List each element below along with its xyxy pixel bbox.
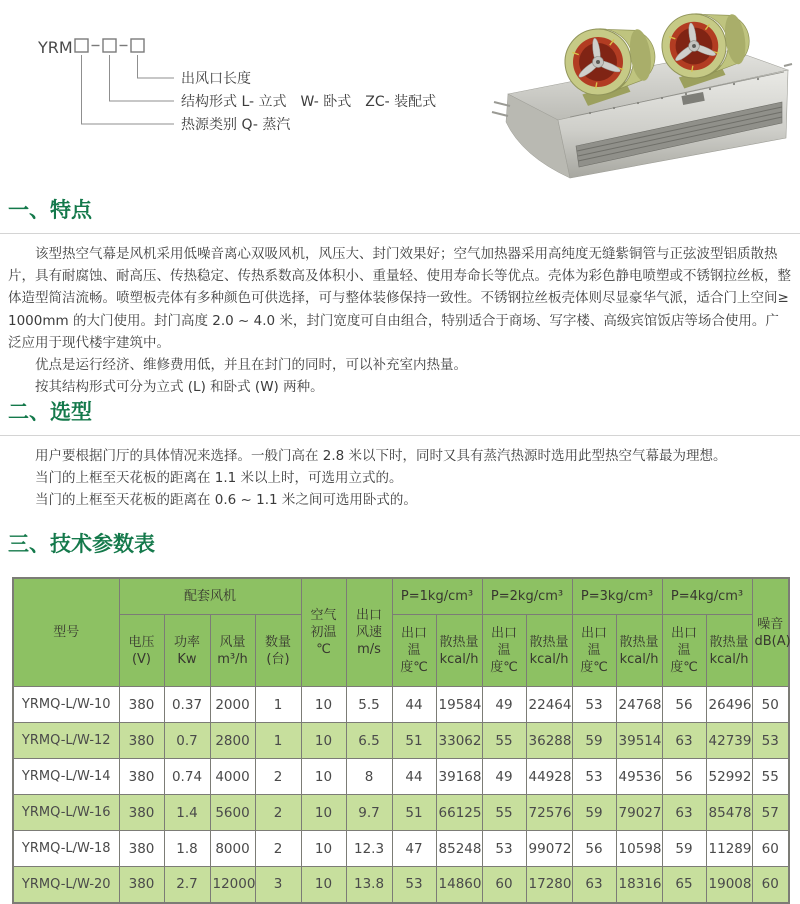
value-cell: 99072 [526, 831, 572, 867]
model-cell: YRMQ-L/W-14 [13, 759, 119, 795]
value-cell: 5.5 [346, 687, 392, 723]
value-cell: 10 [301, 795, 346, 831]
value-cell: 60 [482, 867, 526, 903]
value-cell: 24768 [616, 687, 662, 723]
value-cell: 380 [119, 795, 164, 831]
header-voltage: 电压 (V) [119, 615, 164, 687]
product-photo [486, 6, 794, 184]
value-cell: 2000 [210, 687, 255, 723]
value-cell: 55 [482, 723, 526, 759]
value-cell: 65 [662, 867, 706, 903]
value-cell: 53 [572, 687, 616, 723]
header-power: 功率 Kw [164, 615, 210, 687]
table-row [13, 867, 789, 903]
header-fan-group: 配套风机 [119, 578, 301, 615]
value-cell: 19584 [436, 687, 482, 723]
header-model: 型号 [13, 578, 119, 687]
value-cell: 56 [662, 687, 706, 723]
value-cell: 50 [752, 687, 789, 723]
header-noise: 噪音 dB(A) [752, 578, 789, 687]
value-cell: 1 [255, 687, 301, 723]
value-cell: 6.5 [346, 723, 392, 759]
value-cell: 53 [482, 831, 526, 867]
header-pressure-3: P=3kg/cm³ [572, 578, 662, 615]
value-cell: 13.8 [346, 867, 392, 903]
features-title: 一、特点 [0, 194, 800, 234]
value-cell: 53 [752, 723, 789, 759]
model-cell: YRMQ-L/W-16 [13, 795, 119, 831]
value-cell: 26496 [706, 687, 752, 723]
value-cell: 42739 [706, 723, 752, 759]
value-cell: 49 [482, 759, 526, 795]
value-cell: 33062 [436, 723, 482, 759]
value-cell: 1.8 [164, 831, 210, 867]
header-quantity: 数量 (台) [255, 615, 301, 687]
value-cell: 56 [572, 831, 616, 867]
value-cell: 380 [119, 687, 164, 723]
section-features [0, 194, 800, 398]
model-label-heat-source: 热源类别 Q- 蒸汽 [181, 117, 291, 133]
selection-paragraph: 当门的上框至天花板的距离在 1.1 米以上时，可选用立式的。 [35, 470, 403, 487]
header-outlet-temp: 出口 温度℃ [572, 615, 616, 687]
value-cell: 2.7 [164, 867, 210, 903]
value-cell: 39168 [436, 759, 482, 795]
header-heat-output: 散热量 kcal/h [436, 615, 482, 687]
value-cell: 63 [662, 795, 706, 831]
value-cell: 18316 [616, 867, 662, 903]
value-cell: 2 [255, 831, 301, 867]
value-cell: 55 [482, 795, 526, 831]
value-cell: 47 [392, 831, 436, 867]
value-cell: 63 [572, 867, 616, 903]
value-cell: 22464 [526, 687, 572, 723]
features-paragraph: 该型热空气幕是风机采用低噪音离心双吸风机，风压大、封门效果好；空气加热器采用高纯度无缝紫铜管与正弦波型铝质散热片，具有耐腐蚀、耐高压、传热稳定、传热系数高及体积小、重量轻、使用寿命长等优点。壳体为彩色静电喷塑或不锈钢拉丝板，整体造型简洁流畅。喷塑板壳体有多种颜色可供选择，可与整体装修保持一致性。不锈钢拉丝板壳体则尽显豪华气派，适合门上空间≥ 1000mm 的大门使用。封门高度 2.0 ~ 4.0 米，封门宽度可自由组合，特别适合于商场、写字楼、高级宾馆饭店等场合使用。广泛应用于现代楼宇建筑中。 [8, 246, 791, 351]
value-cell: 51 [392, 795, 436, 831]
value-cell: 8000 [210, 831, 255, 867]
table-row [13, 723, 789, 759]
value-cell: 55 [752, 759, 789, 795]
value-cell: 52992 [706, 759, 752, 795]
value-cell: 2 [255, 759, 301, 795]
selection-paragraph: 当门的上框至天花板的距离在 0.6 ~ 1.1 米之间可选用卧式的。 [35, 492, 417, 509]
value-cell: 60 [752, 867, 789, 903]
value-cell: 8 [346, 759, 392, 795]
model-prefix: YRM [38, 38, 73, 57]
table-row [13, 795, 789, 831]
header-heat-output: 散热量 kcal/h [616, 615, 662, 687]
value-cell: 44 [392, 687, 436, 723]
value-cell: 380 [119, 723, 164, 759]
model-cell: YRMQ-L/W-18 [13, 831, 119, 867]
value-cell: 59 [572, 723, 616, 759]
value-cell: 380 [119, 759, 164, 795]
value-cell: 12.3 [346, 831, 392, 867]
value-cell: 12000 [210, 867, 255, 903]
value-cell: 10 [301, 867, 346, 903]
table-body [13, 687, 789, 903]
value-cell: 9.7 [346, 795, 392, 831]
value-cell: 63 [662, 723, 706, 759]
model-label-structure-type: 结构形式 L- 立式 W- 卧式 ZC- 装配式 [181, 94, 437, 110]
header-outlet-temp: 出口 温度℃ [662, 615, 706, 687]
table-row [13, 687, 789, 723]
value-cell: 49 [482, 687, 526, 723]
value-cell: 53 [392, 867, 436, 903]
header-airflow: 风量 m³/h [210, 615, 255, 687]
header-pressure-1: P=1kg/cm³ [392, 578, 482, 615]
features-paragraph: 优点是运行经济、维修费用低，并且在封门的同时，可以补充室内热量。 [35, 357, 467, 374]
value-cell: 72576 [526, 795, 572, 831]
value-cell: 39514 [616, 723, 662, 759]
value-cell: 0.74 [164, 759, 210, 795]
value-cell: 66125 [436, 795, 482, 831]
value-cell: 85478 [706, 795, 752, 831]
model-cell: YRMQ-L/W-10 [13, 687, 119, 723]
header-outlet-speed: 出口 风速 m/s [346, 578, 392, 687]
value-cell: 59 [572, 795, 616, 831]
value-cell: 5600 [210, 795, 255, 831]
header-pressure-2: P=2kg/cm³ [482, 578, 572, 615]
value-cell: 44 [392, 759, 436, 795]
header-heat-output: 散热量 kcal/h [706, 615, 752, 687]
value-cell: 56 [662, 759, 706, 795]
value-cell: 57 [752, 795, 789, 831]
value-cell: 19008 [706, 867, 752, 903]
value-cell: 1.4 [164, 795, 210, 831]
model-cell: YRMQ-L/W-20 [13, 867, 119, 903]
header-heat-output: 散热量 kcal/h [526, 615, 572, 687]
value-cell: 60 [752, 831, 789, 867]
specs-title: 三、技术参数表 [8, 532, 155, 556]
features-paragraph: 按其结构形式可分为立式 (L) 和卧式 (W) 两种。 [35, 379, 324, 396]
value-cell: 380 [119, 867, 164, 903]
model-cell: YRMQ-L/W-12 [13, 723, 119, 759]
model-diagram [28, 30, 488, 170]
table-row [13, 759, 789, 795]
value-cell: 53 [572, 759, 616, 795]
value-cell: 10 [301, 831, 346, 867]
value-cell: 49536 [616, 759, 662, 795]
value-cell: 14860 [436, 867, 482, 903]
value-cell: 3 [255, 867, 301, 903]
value-cell: 10 [301, 723, 346, 759]
table-row [13, 831, 789, 867]
value-cell: 11289 [706, 831, 752, 867]
spec-table [12, 577, 790, 904]
value-cell: 0.37 [164, 687, 210, 723]
section-selection [0, 396, 800, 512]
value-cell: 10 [301, 759, 346, 795]
model-code-boxes [75, 39, 144, 52]
value-cell: 4000 [210, 759, 255, 795]
value-cell: 59 [662, 831, 706, 867]
value-cell: 1 [255, 723, 301, 759]
value-cell: 36288 [526, 723, 572, 759]
value-cell: 85248 [436, 831, 482, 867]
model-label-outlet-length: 出风口长度 [181, 71, 251, 87]
model-connector-lines [82, 55, 175, 124]
header-air-temp: 空气 初温 ℃ [301, 578, 346, 687]
selection-paragraph: 用户要根据门厅的具体情况来选择。一般门高在 2.8 米以下时，同时又具有蒸汽热源时选用此型热空气幕最为理想。 [35, 448, 727, 464]
value-cell: 17280 [526, 867, 572, 903]
selection-title: 二、选型 [0, 396, 800, 436]
value-cell: 2800 [210, 723, 255, 759]
value-cell: 79027 [616, 795, 662, 831]
value-cell: 0.7 [164, 723, 210, 759]
value-cell: 10 [301, 687, 346, 723]
section-specs [0, 528, 800, 904]
value-cell: 51 [392, 723, 436, 759]
value-cell: 380 [119, 831, 164, 867]
header-pressure-4: P=4kg/cm³ [662, 578, 752, 615]
value-cell: 10598 [616, 831, 662, 867]
header-outlet-temp: 出口 温度℃ [482, 615, 526, 687]
header-outlet-temp: 出口 温度℃ [392, 615, 436, 687]
value-cell: 2 [255, 795, 301, 831]
value-cell: 44928 [526, 759, 572, 795]
